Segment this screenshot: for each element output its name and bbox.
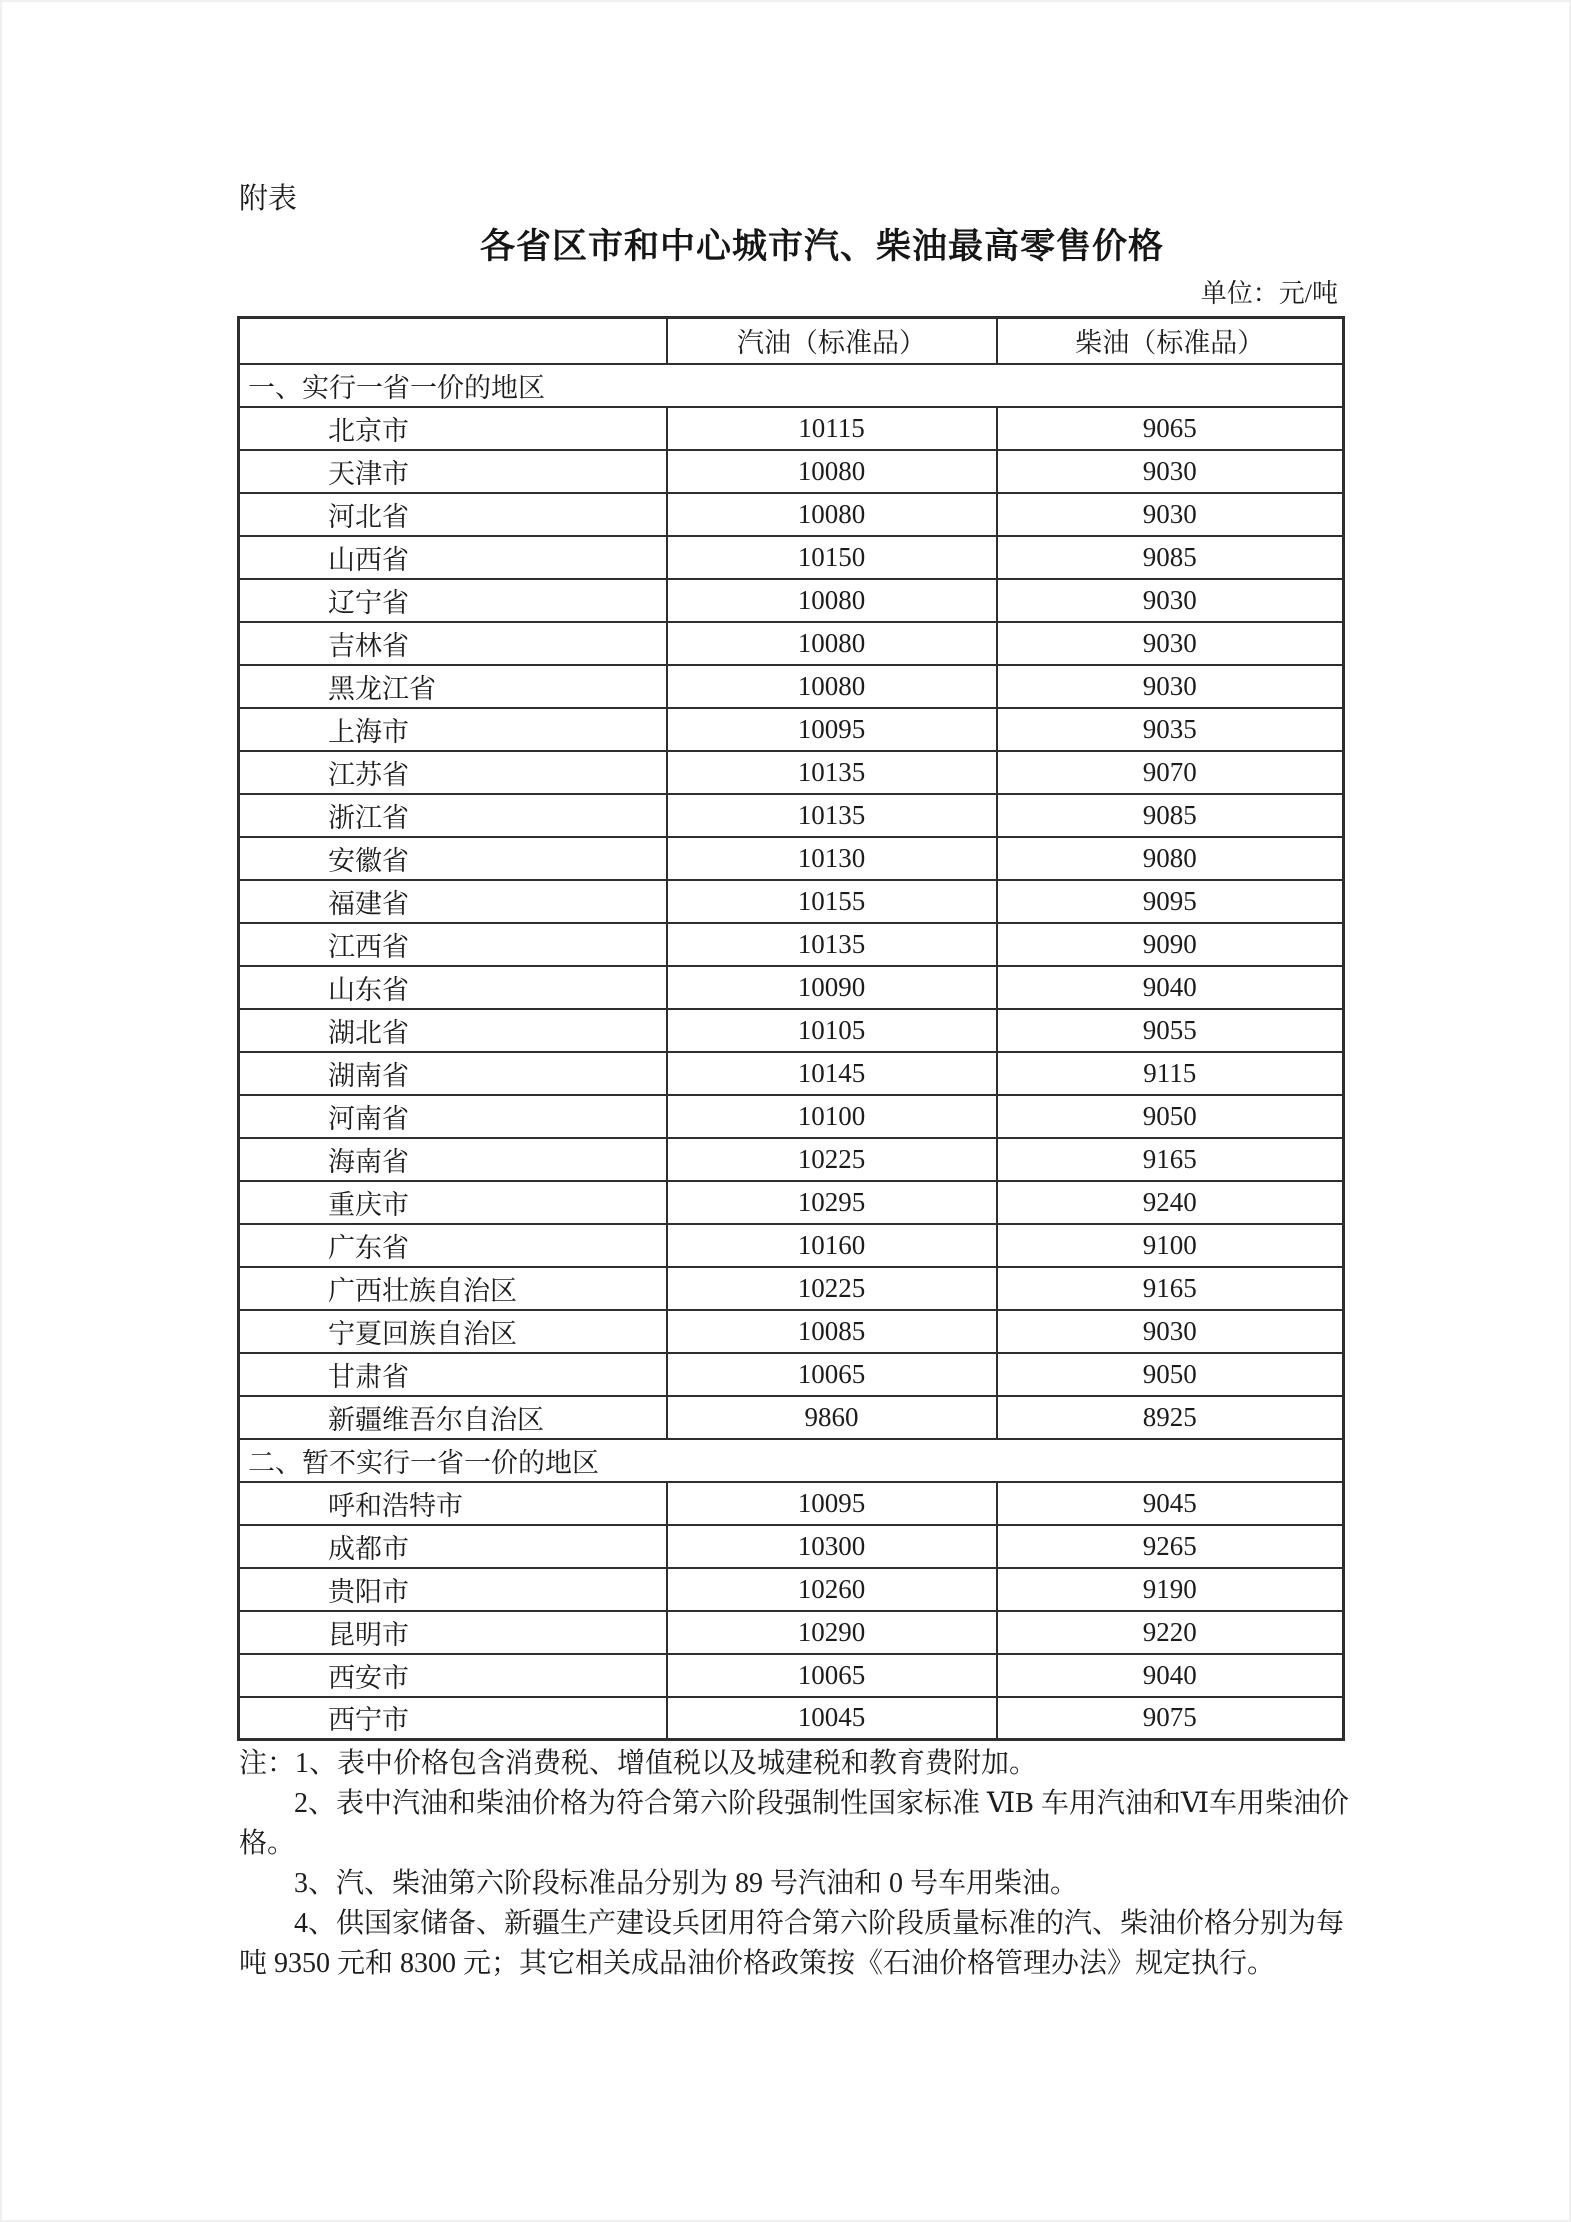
region-cell: 黑龙江省 <box>239 665 667 708</box>
gasoline-price-cell: 10155 <box>667 880 997 923</box>
table-row <box>239 966 1344 1009</box>
region-cell: 昆明市 <box>239 1611 667 1654</box>
table-row <box>239 536 1344 579</box>
diesel-price-cell: 9165 <box>997 1267 1344 1310</box>
diesel-price-cell: 9030 <box>997 1310 1344 1353</box>
gasoline-price-cell: 10115 <box>667 407 997 450</box>
table-row <box>239 1568 1344 1611</box>
diesel-price-cell: 9265 <box>997 1525 1344 1568</box>
price-table-body <box>239 364 1344 1740</box>
notes <box>239 1744 1449 1984</box>
gasoline-price-cell: 10300 <box>667 1525 997 1568</box>
table-row <box>239 1181 1344 1224</box>
gasoline-price-cell: 10080 <box>667 622 997 665</box>
table-row <box>239 1482 1344 1525</box>
gasoline-price-cell: 10160 <box>667 1224 997 1267</box>
diesel-price-cell: 9040 <box>997 1654 1344 1697</box>
gasoline-price-cell: 10135 <box>667 751 997 794</box>
region-cell: 安徽省 <box>239 837 667 880</box>
gasoline-price-cell: 10135 <box>667 794 997 837</box>
table-row <box>239 1052 1344 1095</box>
region-cell: 成都市 <box>239 1525 667 1568</box>
region-cell: 广东省 <box>239 1224 667 1267</box>
section-label: 二、暂不实行一省一价的地区 <box>239 1439 1344 1482</box>
gasoline-price-cell: 10295 <box>667 1181 997 1224</box>
diesel-price-cell: 9040 <box>997 966 1344 1009</box>
table-row <box>239 622 1344 665</box>
region-cell: 河南省 <box>239 1095 667 1138</box>
note-line: 格。 <box>239 1828 296 1859</box>
gasoline-price-cell: 10225 <box>667 1267 997 1310</box>
diesel-price-cell: 9075 <box>997 1697 1344 1740</box>
diesel-price-cell: 9045 <box>997 1482 1344 1525</box>
diesel-price-cell: 9220 <box>997 1611 1344 1654</box>
table-row <box>239 1654 1344 1697</box>
note-line: 吨 9350 元和 8300 元；其它相关成品油价格政策按《石油价格管理办法》规定执行。 <box>239 1948 1276 1979</box>
region-cell: 甘肃省 <box>239 1353 667 1396</box>
gasoline-price-cell: 10045 <box>667 1697 997 1740</box>
region-cell: 浙江省 <box>239 794 667 837</box>
diesel-price-cell: 9065 <box>997 407 1344 450</box>
gasoline-price-cell: 10095 <box>667 708 997 751</box>
note-line: 2、表中汽油和柴油价格为符合第六阶段强制性国家标准 ⅥB 车用汽油和Ⅵ车用柴油价 <box>294 1788 1350 1819</box>
table-row <box>239 1611 1344 1654</box>
gasoline-price-cell: 10085 <box>667 1310 997 1353</box>
diesel-price-cell: 9030 <box>997 579 1344 622</box>
table-row <box>239 751 1344 794</box>
gasoline-price-cell: 10150 <box>667 536 997 579</box>
region-cell: 重庆市 <box>239 1181 667 1224</box>
diesel-price-cell: 9090 <box>997 923 1344 966</box>
gasoline-price-cell: 10080 <box>667 450 997 493</box>
region-cell: 北京市 <box>239 407 667 450</box>
table-row <box>239 1525 1344 1568</box>
region-cell: 西宁市 <box>239 1697 667 1740</box>
table-row <box>239 1353 1344 1396</box>
region-cell: 广西壮族自治区 <box>239 1267 667 1310</box>
section-label: 一、实行一省一价的地区 <box>239 364 1344 407</box>
region-cell: 福建省 <box>239 880 667 923</box>
diesel-price-cell: 9030 <box>997 622 1344 665</box>
diesel-price-cell: 9095 <box>997 880 1344 923</box>
diesel-price-cell: 9115 <box>997 1052 1344 1095</box>
table-row <box>239 1224 1344 1267</box>
note-line: 4、供国家储备、新疆生产建设兵团用符合第六阶段质量标准的汽、柴油价格分别为每 <box>294 1908 1345 1939</box>
page-title: 各省区市和中心城市汽、柴油最高零售价格 <box>479 227 1164 266</box>
doc-label: 附表 <box>239 183 298 215</box>
note-line: 注：1、表中价格包含消费税、增值税以及城建税和教育费附加。 <box>239 1748 1038 1779</box>
region-cell: 呼和浩特市 <box>239 1482 667 1525</box>
table-row <box>239 493 1344 536</box>
diesel-price-cell: 9085 <box>997 536 1344 579</box>
table-row <box>239 837 1344 880</box>
table-row <box>239 1138 1344 1181</box>
table-row <box>239 1697 1344 1740</box>
column-header-diesel: 柴油（标准品） <box>997 318 1344 364</box>
region-cell: 海南省 <box>239 1138 667 1181</box>
gasoline-price-cell: 10105 <box>667 1009 997 1052</box>
region-cell: 西安市 <box>239 1654 667 1697</box>
table-row <box>239 880 1344 923</box>
region-cell: 上海市 <box>239 708 667 751</box>
region-cell: 湖南省 <box>239 1052 667 1095</box>
section-header-row <box>239 1439 1344 1482</box>
diesel-price-cell: 9030 <box>997 450 1344 493</box>
region-cell: 新疆维吾尔自治区 <box>239 1396 667 1439</box>
gasoline-price-cell: 10290 <box>667 1611 997 1654</box>
table-row <box>239 1396 1344 1439</box>
gasoline-price-cell: 10080 <box>667 579 997 622</box>
table-row <box>239 1009 1344 1052</box>
table-row <box>239 923 1344 966</box>
table-row <box>239 450 1344 493</box>
column-header-gasoline: 汽油（标准品） <box>667 318 997 364</box>
gasoline-price-cell: 10065 <box>667 1353 997 1396</box>
gasoline-price-cell: 10095 <box>667 1482 997 1525</box>
region-cell: 宁夏回族自治区 <box>239 1310 667 1353</box>
diesel-price-cell: 9030 <box>997 665 1344 708</box>
region-cell: 贵阳市 <box>239 1568 667 1611</box>
note-line: 3、汽、柴油第六阶段标准品分别为 89 号汽油和 0 号车用柴油。 <box>294 1868 1079 1899</box>
gasoline-price-cell: 10080 <box>667 665 997 708</box>
region-cell: 辽宁省 <box>239 579 667 622</box>
gasoline-price-cell: 9860 <box>667 1396 997 1439</box>
diesel-price-cell: 9165 <box>997 1138 1344 1181</box>
table-row <box>239 407 1344 450</box>
table-row <box>239 1267 1344 1310</box>
price-table <box>237 316 1345 1741</box>
gasoline-price-cell: 10090 <box>667 966 997 1009</box>
region-cell: 天津市 <box>239 450 667 493</box>
table-header-row <box>239 318 1344 364</box>
section-header-row <box>239 364 1344 407</box>
table-row <box>239 579 1344 622</box>
diesel-price-cell: 9190 <box>997 1568 1344 1611</box>
table-row <box>239 665 1344 708</box>
diesel-price-cell: 9050 <box>997 1095 1344 1138</box>
diesel-price-cell: 8925 <box>997 1396 1344 1439</box>
gasoline-price-cell: 10135 <box>667 923 997 966</box>
column-header-region <box>239 318 667 364</box>
unit-label: 单位：元/吨 <box>1200 279 1338 308</box>
region-cell: 吉林省 <box>239 622 667 665</box>
diesel-price-cell: 9085 <box>997 794 1344 837</box>
gasoline-price-cell: 10260 <box>667 1568 997 1611</box>
region-cell: 江苏省 <box>239 751 667 794</box>
diesel-price-cell: 9240 <box>997 1181 1344 1224</box>
gasoline-price-cell: 10065 <box>667 1654 997 1697</box>
table-row <box>239 794 1344 837</box>
region-cell: 山东省 <box>239 966 667 1009</box>
diesel-price-cell: 9050 <box>997 1353 1344 1396</box>
region-cell: 江西省 <box>239 923 667 966</box>
region-cell: 山西省 <box>239 536 667 579</box>
gasoline-price-cell: 10130 <box>667 837 997 880</box>
gasoline-price-cell: 10100 <box>667 1095 997 1138</box>
table-row <box>239 708 1344 751</box>
table-row <box>239 1310 1344 1353</box>
diesel-price-cell: 9070 <box>997 751 1344 794</box>
diesel-price-cell: 9035 <box>997 708 1344 751</box>
diesel-price-cell: 9030 <box>997 493 1344 536</box>
gasoline-price-cell: 10080 <box>667 493 997 536</box>
diesel-price-cell: 9080 <box>997 837 1344 880</box>
region-cell: 河北省 <box>239 493 667 536</box>
diesel-price-cell: 9100 <box>997 1224 1344 1267</box>
table-row <box>239 1095 1344 1138</box>
diesel-price-cell: 9055 <box>997 1009 1344 1052</box>
gasoline-price-cell: 10145 <box>667 1052 997 1095</box>
gasoline-price-cell: 10225 <box>667 1138 997 1181</box>
region-cell: 湖北省 <box>239 1009 667 1052</box>
